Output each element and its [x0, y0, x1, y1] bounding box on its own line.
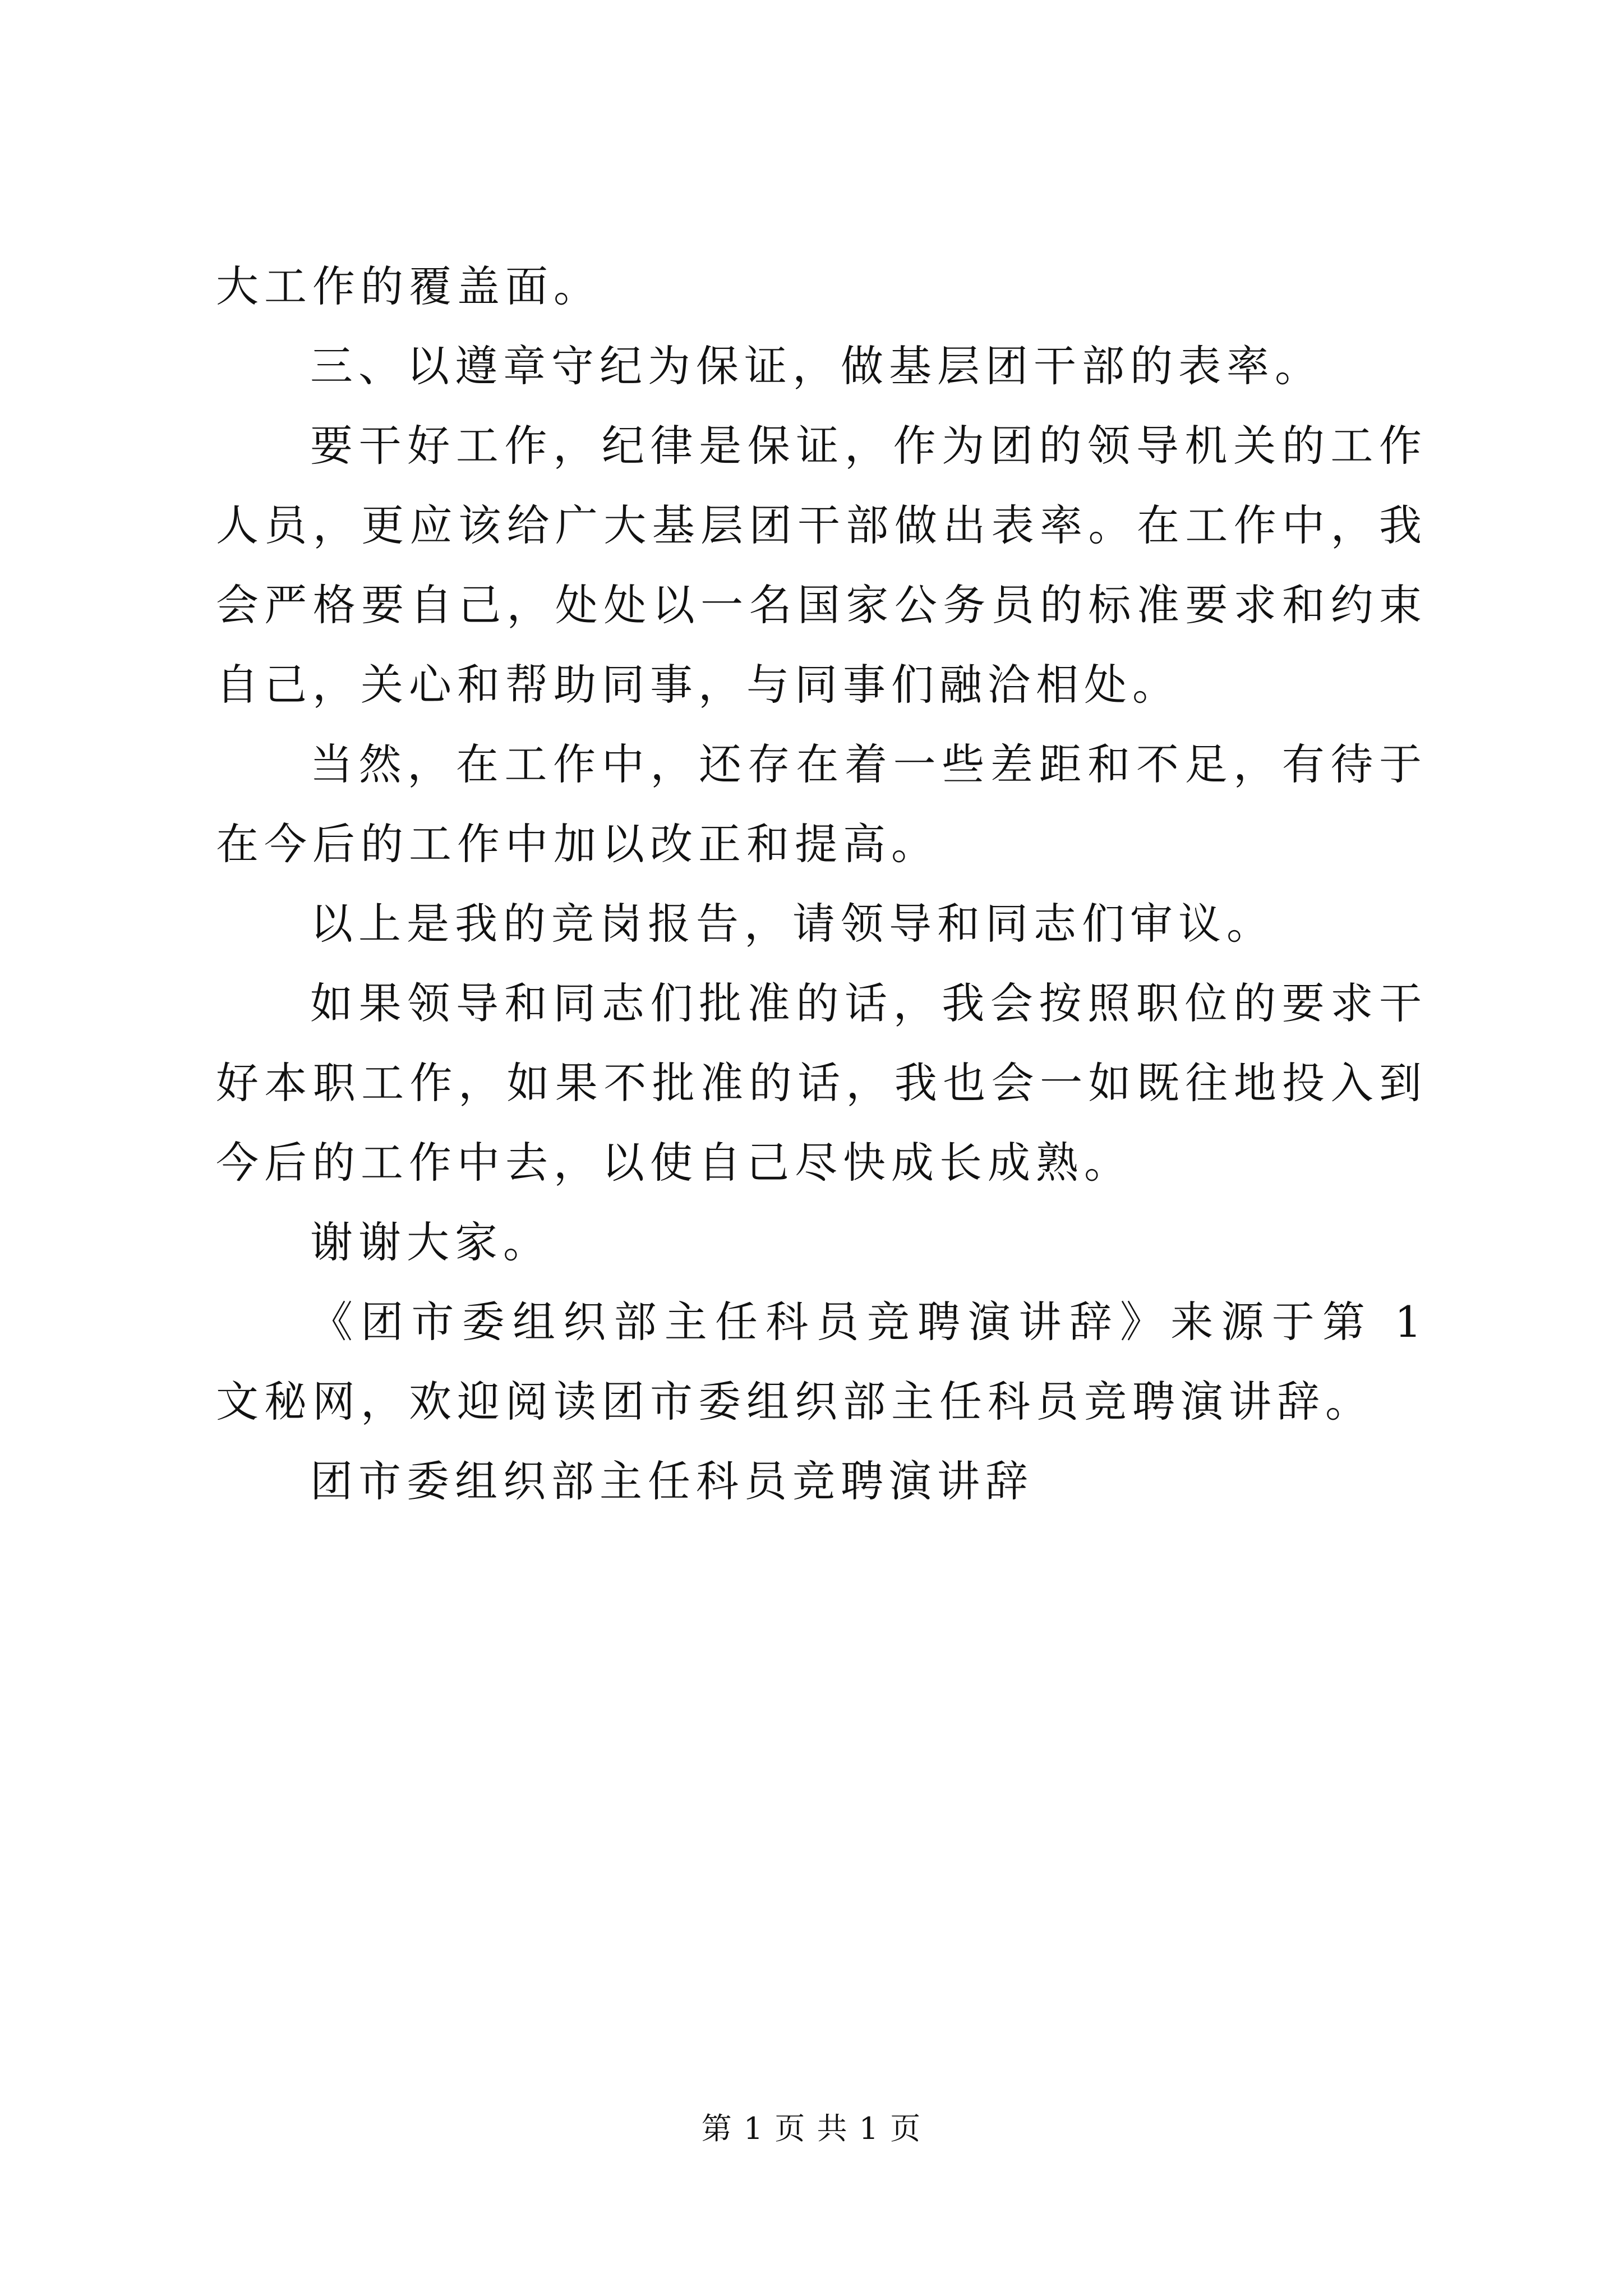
paragraph: 要干好工作，纪律是保证，作为团的领导机关的工作人员，更应该给广大基层团干部做出表率。在工作中，我会严格要自己，处处以一名国家公务员的标准要求和约束自己，关心和帮助同事，与同事们融洽相处。 [216, 421, 1427, 710]
paragraph: 谢谢大家。 [310, 1217, 551, 1267]
paragraph: 以上是我的竞岗报告，请领导和同志们审议。 [310, 899, 1275, 949]
paragraph: 如果领导和同志们批准的话，我会按照职位的要求干好本职工作，如果不批准的话，我也会一如既往地投入到今后的工作中去，以使自己尽快成长成熟。 [216, 978, 1427, 1188]
document-body [216, 247, 1427, 1521]
document-title-line: 团市委组织部主任科员竞聘演讲辞 [310, 1456, 1034, 1506]
page-footer: 第 1 页 共 1 页 [701, 2111, 922, 2146]
section-heading: 三、以遵章守纪为保证，做基层团干部的表率。 [310, 341, 1323, 391]
source-note: 《团市委组织部主任科员竞聘演讲辞》来源于第 1 文秘网，欢迎阅读团市委组织部主任科员竞聘演讲辞。 [216, 1297, 1427, 1427]
paragraph: 当然，在工作中，还存在着一些差距和不足，有待于在今后的工作中加以改正和提高。 [216, 739, 1427, 869]
paragraph-continuation: 大工作的覆盖面。 [216, 261, 602, 311]
